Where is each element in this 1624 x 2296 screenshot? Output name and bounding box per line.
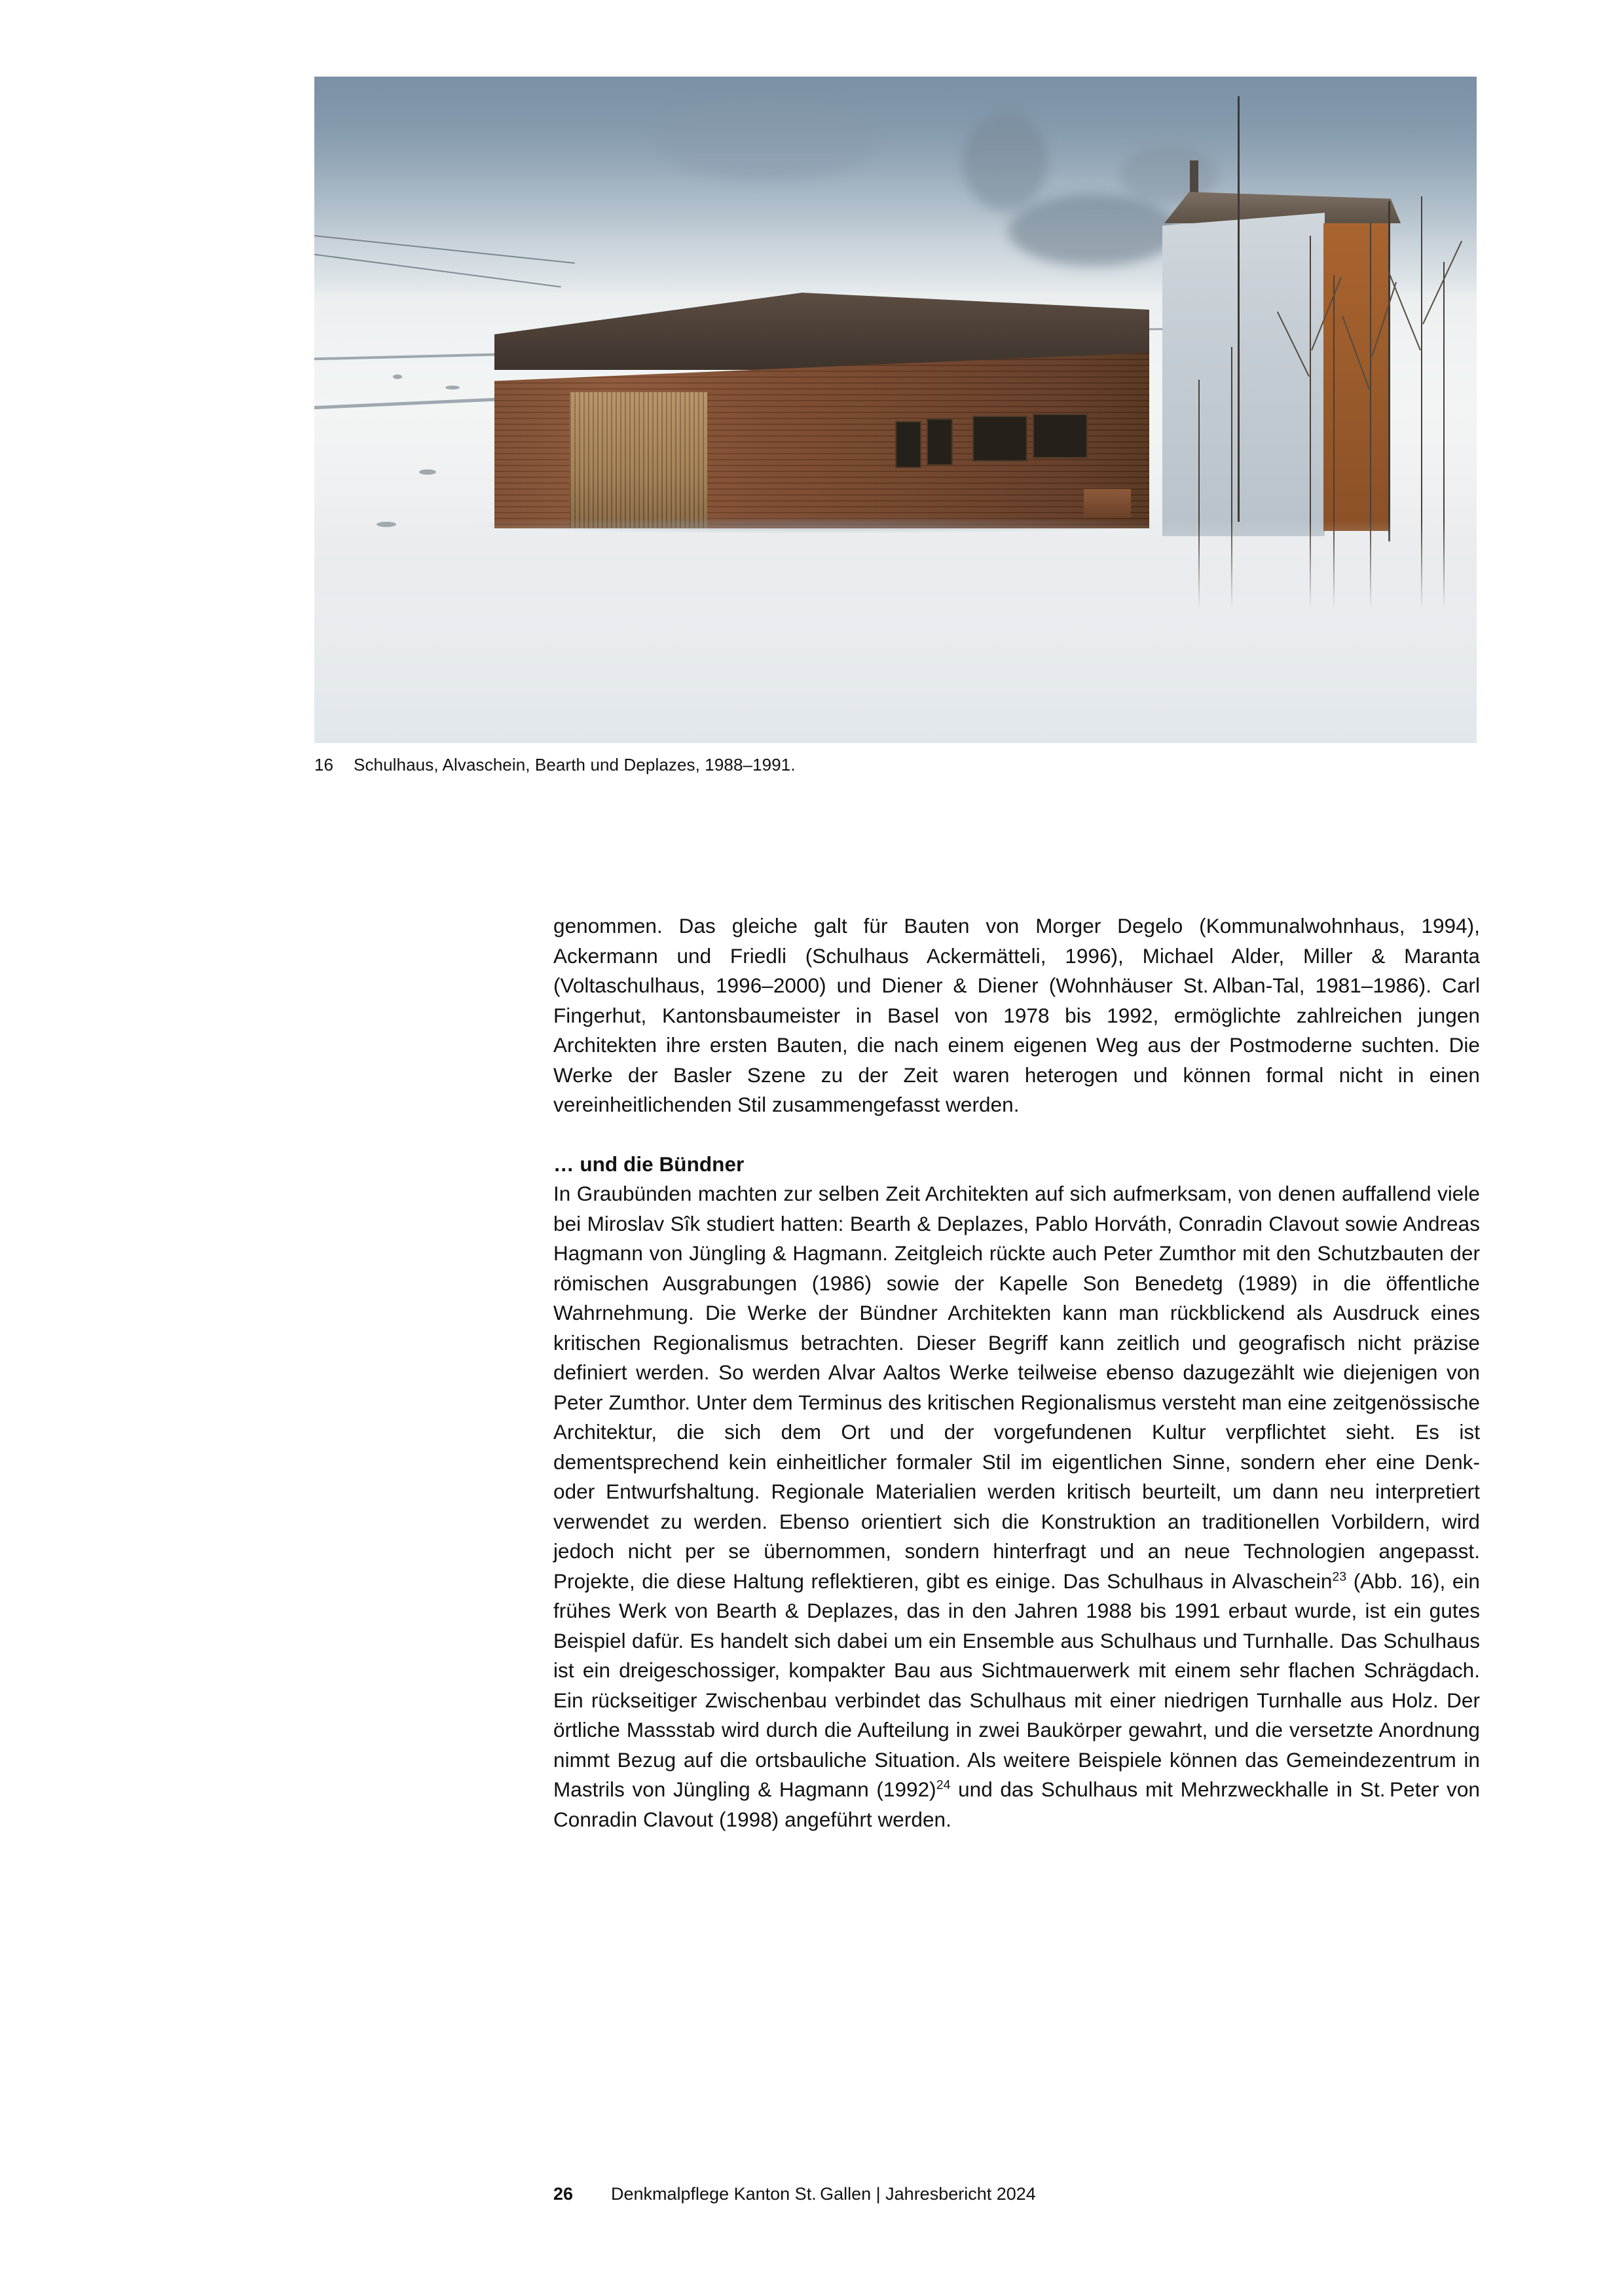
- gym-large-door: [570, 392, 707, 528]
- subheading-block: [553, 1150, 1480, 1180]
- publication-title: Denkmalpflege Kanton St. Gallen | Jahresbericht 2024: [611, 2184, 1036, 2204]
- footnote-ref-23[interactable]: 23: [1332, 1569, 1347, 1584]
- figure-caption: [314, 754, 1477, 776]
- figure-number: 16: [314, 755, 334, 774]
- figure-caption-text: Schulhaus, Alvaschein, Bearth und Deplazes, 1988–1991.: [354, 755, 796, 774]
- cloud-shape: [963, 113, 1048, 211]
- concrete-schoolhouse: [1162, 189, 1390, 536]
- paragraph-buendner: [553, 1179, 1480, 1834]
- snow-speck: [419, 469, 436, 475]
- paragraph-buendner-part2: (Abb. 16), ein frühes Werk von Bearth & Deplazes, das in den Jahren 1988 bis 1991 erbaut wurde, ist ein gutes Beispiel dafür. Es handelt sich dabei um ein Ensemble aus Schulhaus und Turnhalle. Das Schulhaus ist ein dreigeschossiger, kompakter Bau aus Sichtmauerwerk mit einem sehr flachen Schrägdach. Ein rückseitiger Zwischenbau verbindet das Schulhaus mit einer niedrigen Turnhalle aus Holz. Der örtliche Massstab wird durch die Aufteilung in zwei Baukörper gewahrt, und die versetzte Anordnung nimmt Bezug auf die ortsbauliche Situation. Als weitere Beispiele können das Gemeindezentrum in Mastrils von Jüngling & Hagmann (1992): [553, 1569, 1481, 1801]
- snow-foreground: [314, 520, 1477, 743]
- wooden-gym-building: [494, 293, 1149, 528]
- body-text-column: [553, 911, 1480, 1834]
- paragraph-buendner-part3: und das Schulhaus mit Mehrzweckhalle in St. Peter von Conradin Clavout (1998) angeführt werden.: [553, 1777, 1480, 1831]
- section-subheading: … und die Bündner: [553, 1152, 745, 1176]
- page-number: 26: [553, 2184, 574, 2204]
- gym-window: [1033, 414, 1088, 458]
- snow-speck: [393, 374, 402, 379]
- cloud-shape: [1008, 194, 1179, 266]
- gym-window: [972, 416, 1027, 462]
- paragraph-continuation: genommen. Das gleiche galt für Bauten von Morger Degelo (Kommunalwohnhaus, 1994), Ackermann und Friedli (Schulhaus Ackermätteli, 1996), Michael Alder, Miller & Maranta (Voltaschulhaus, 1996–2000) und Diener & Diener (Wohnhäuser St. Alban-Tal, 1981–1986). Carl Fingerhut, Kantonsbaumeister in Basel von 1978 bis 1992, ermöglichte zahlreichen jungen Architekten ihre ersten Bauten, die nach einem eigenen Weg aus der Postmoderne suchten. Die Werke der Basler Szene zu der Zeit waren heterogen und können formal nicht in einen vereinheitlichenden Stil zusammengefasst werden.: [553, 914, 1480, 1116]
- page-footer: [553, 2184, 1480, 2204]
- cloud-shape: [655, 96, 877, 181]
- paragraph-buendner-part1: In Graubünden machten zur selben Zeit Architekten auf sich aufmerksam, von denen auffallend viele bei Miroslav Sîk studiert hatten: Bearth & Deplazes, Pablo Horváth, Conradin Clavout sowie Andreas Hagmann von Jüngling & Hagmann. Zeitgleich rückte auch Peter Zumthor mit den Schutzbauten der römischen Ausgrabungen (1986) sowie der Kapelle Son Benedetg (1989) in die öffentliche Wahrnehmung. Die Werke der Bündner Architekten kann man rückblickend als Ausdruck eines kritischen Regionalismus betrachten. Dieser Begriff kann zeitlich und geografisch nicht präzise definiert werden. So werden Alvar Aaltos Werke teilweise ebenso dazugezählt wie diejenigen von Peter Zumthor. Unter dem Terminus des kritischen Regionalismus versteht man eine zeitgenössische Architektur, die sich dem Ort und der vorgefundenen Kultur verpflichtet sieht. Es ist dementsprechend kein einheitlicher formaler Stil im eigentlichen Sinne, sondern eher eine Denk- oder Entwurfshaltung. Regionale Materialien werden kritisch beurteilt, um dann neu interpretiert verwendet zu werden. Ebenso orientiert sich die Konstruktion an traditionellen Vorbildern, wird jedoch nicht per se übernommen, sondern hinterfragt und an neue Technologien angepasst. Projekte, die diese Haltung reflektieren, gibt es einige. Das Schulhaus in Alvaschein: [553, 1182, 1480, 1593]
- photo-schulhaus-alvaschein: [314, 77, 1477, 743]
- small-shed: [1084, 489, 1131, 518]
- snow-speck: [445, 386, 460, 390]
- figure-16: [314, 77, 1477, 743]
- gym-window: [895, 421, 921, 468]
- schoolhouse-front-facade: [1162, 213, 1325, 536]
- utility-pole: [1238, 96, 1240, 522]
- gym-window: [927, 418, 953, 465]
- footnote-ref-24[interactable]: 24: [936, 1777, 951, 1793]
- utility-pole: [1388, 201, 1390, 541]
